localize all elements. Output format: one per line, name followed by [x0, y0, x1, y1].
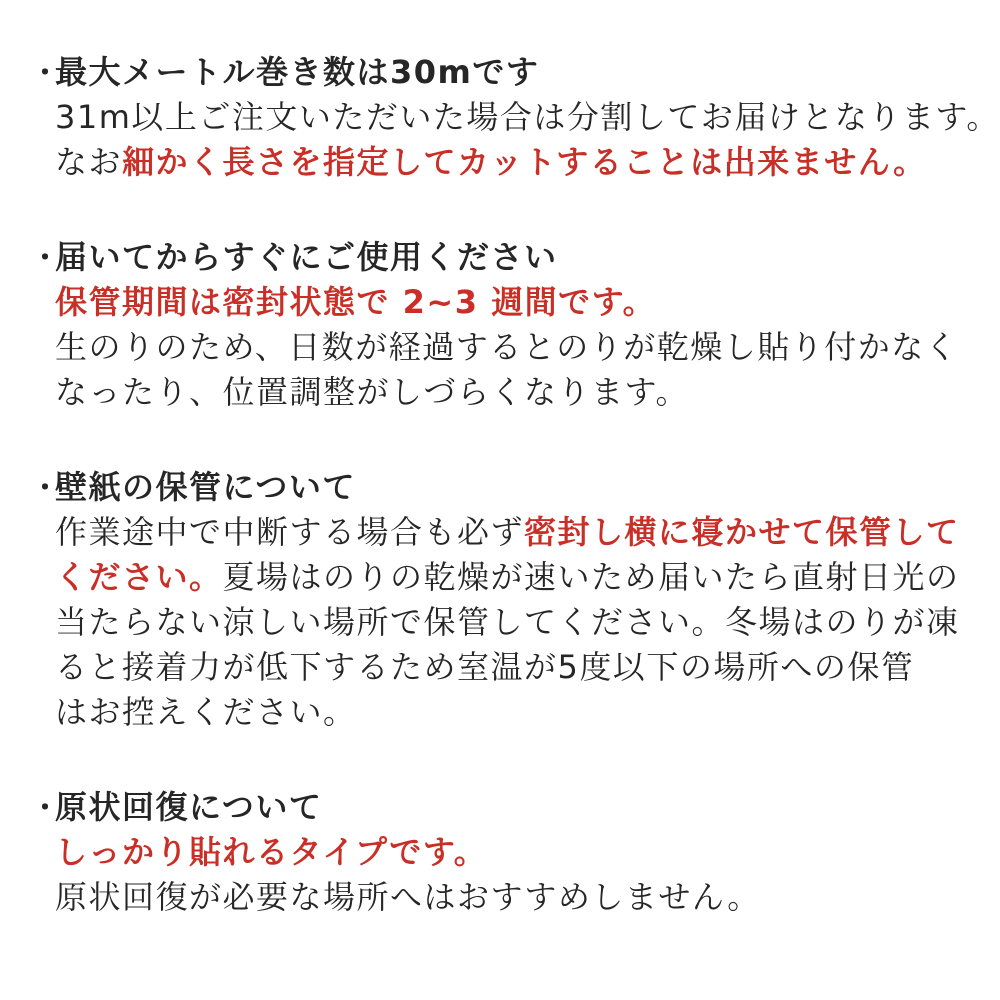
text-line — [55, 555, 980, 600]
highlight-segment: 細かく長さを指定してカットすることは出来ません。 — [122, 143, 927, 181]
text-line — [55, 645, 980, 690]
text-segment: ると接着力が低下するため室温が5度以下の場所への保管 — [55, 648, 915, 686]
highlight-segment: 保管期間は密封状態で 2~3 週間です。 — [55, 283, 657, 321]
highlight-segment: ください。 — [55, 558, 223, 596]
bullet-marker: ・ — [31, 56, 61, 89]
section-heading-text: 原状回復について — [55, 788, 323, 826]
section-heading-text: 最大メートル巻き数は30mです — [55, 53, 540, 91]
section-heading-text: 届いてからすぐにご使用ください — [55, 238, 558, 276]
text-segment: 31m以上ご注文いただいた場合は分割してお届けとなります。 — [55, 98, 1000, 136]
bullet-marker: ・ — [31, 241, 61, 274]
bullet-marker: ・ — [31, 471, 61, 504]
text-line — [55, 875, 980, 920]
section-heading — [31, 465, 980, 510]
section-max-roll-length — [31, 50, 1000, 185]
text-line — [55, 370, 980, 415]
highlight-segment: 密封し横に寝かせて保管して — [524, 513, 960, 551]
text-segment: 作業途中で中断する場合も必ず — [55, 513, 525, 551]
text-segment: 生のりのため、日数が経過するとのりが乾燥し貼り付かなく — [55, 328, 959, 366]
text-line — [55, 325, 980, 370]
text-segment: はお控えください。 — [55, 693, 357, 731]
text-line — [55, 690, 980, 735]
text-line — [55, 140, 980, 185]
text-segment: 夏場はのりの乾燥が速いため届いたら直射日光の — [222, 558, 960, 596]
section-restoration — [31, 785, 980, 920]
text-line — [55, 95, 1000, 140]
text-line — [55, 600, 980, 645]
highlight-segment: しっかり貼れるタイプです。 — [55, 833, 488, 871]
text-segment: なったり、位置調整がしづらくなります。 — [55, 373, 689, 411]
text-line — [55, 830, 980, 875]
bullet-marker: ・ — [31, 791, 61, 824]
section-heading — [31, 785, 980, 830]
text-segment: 当たらない涼しい場所で保管してください。冬場はのりが凍 — [55, 603, 960, 641]
text-segment: なお — [55, 143, 123, 181]
section-heading-text: 壁紙の保管について — [55, 468, 356, 506]
section-use-immediately — [31, 235, 980, 415]
section-wallpaper-storage — [31, 465, 980, 735]
section-heading — [31, 50, 980, 95]
text-line — [55, 280, 980, 325]
text-line — [55, 510, 980, 555]
section-heading — [31, 235, 980, 280]
text-segment: 原状回復が必要な場所へはおすすめしません。 — [55, 878, 761, 916]
